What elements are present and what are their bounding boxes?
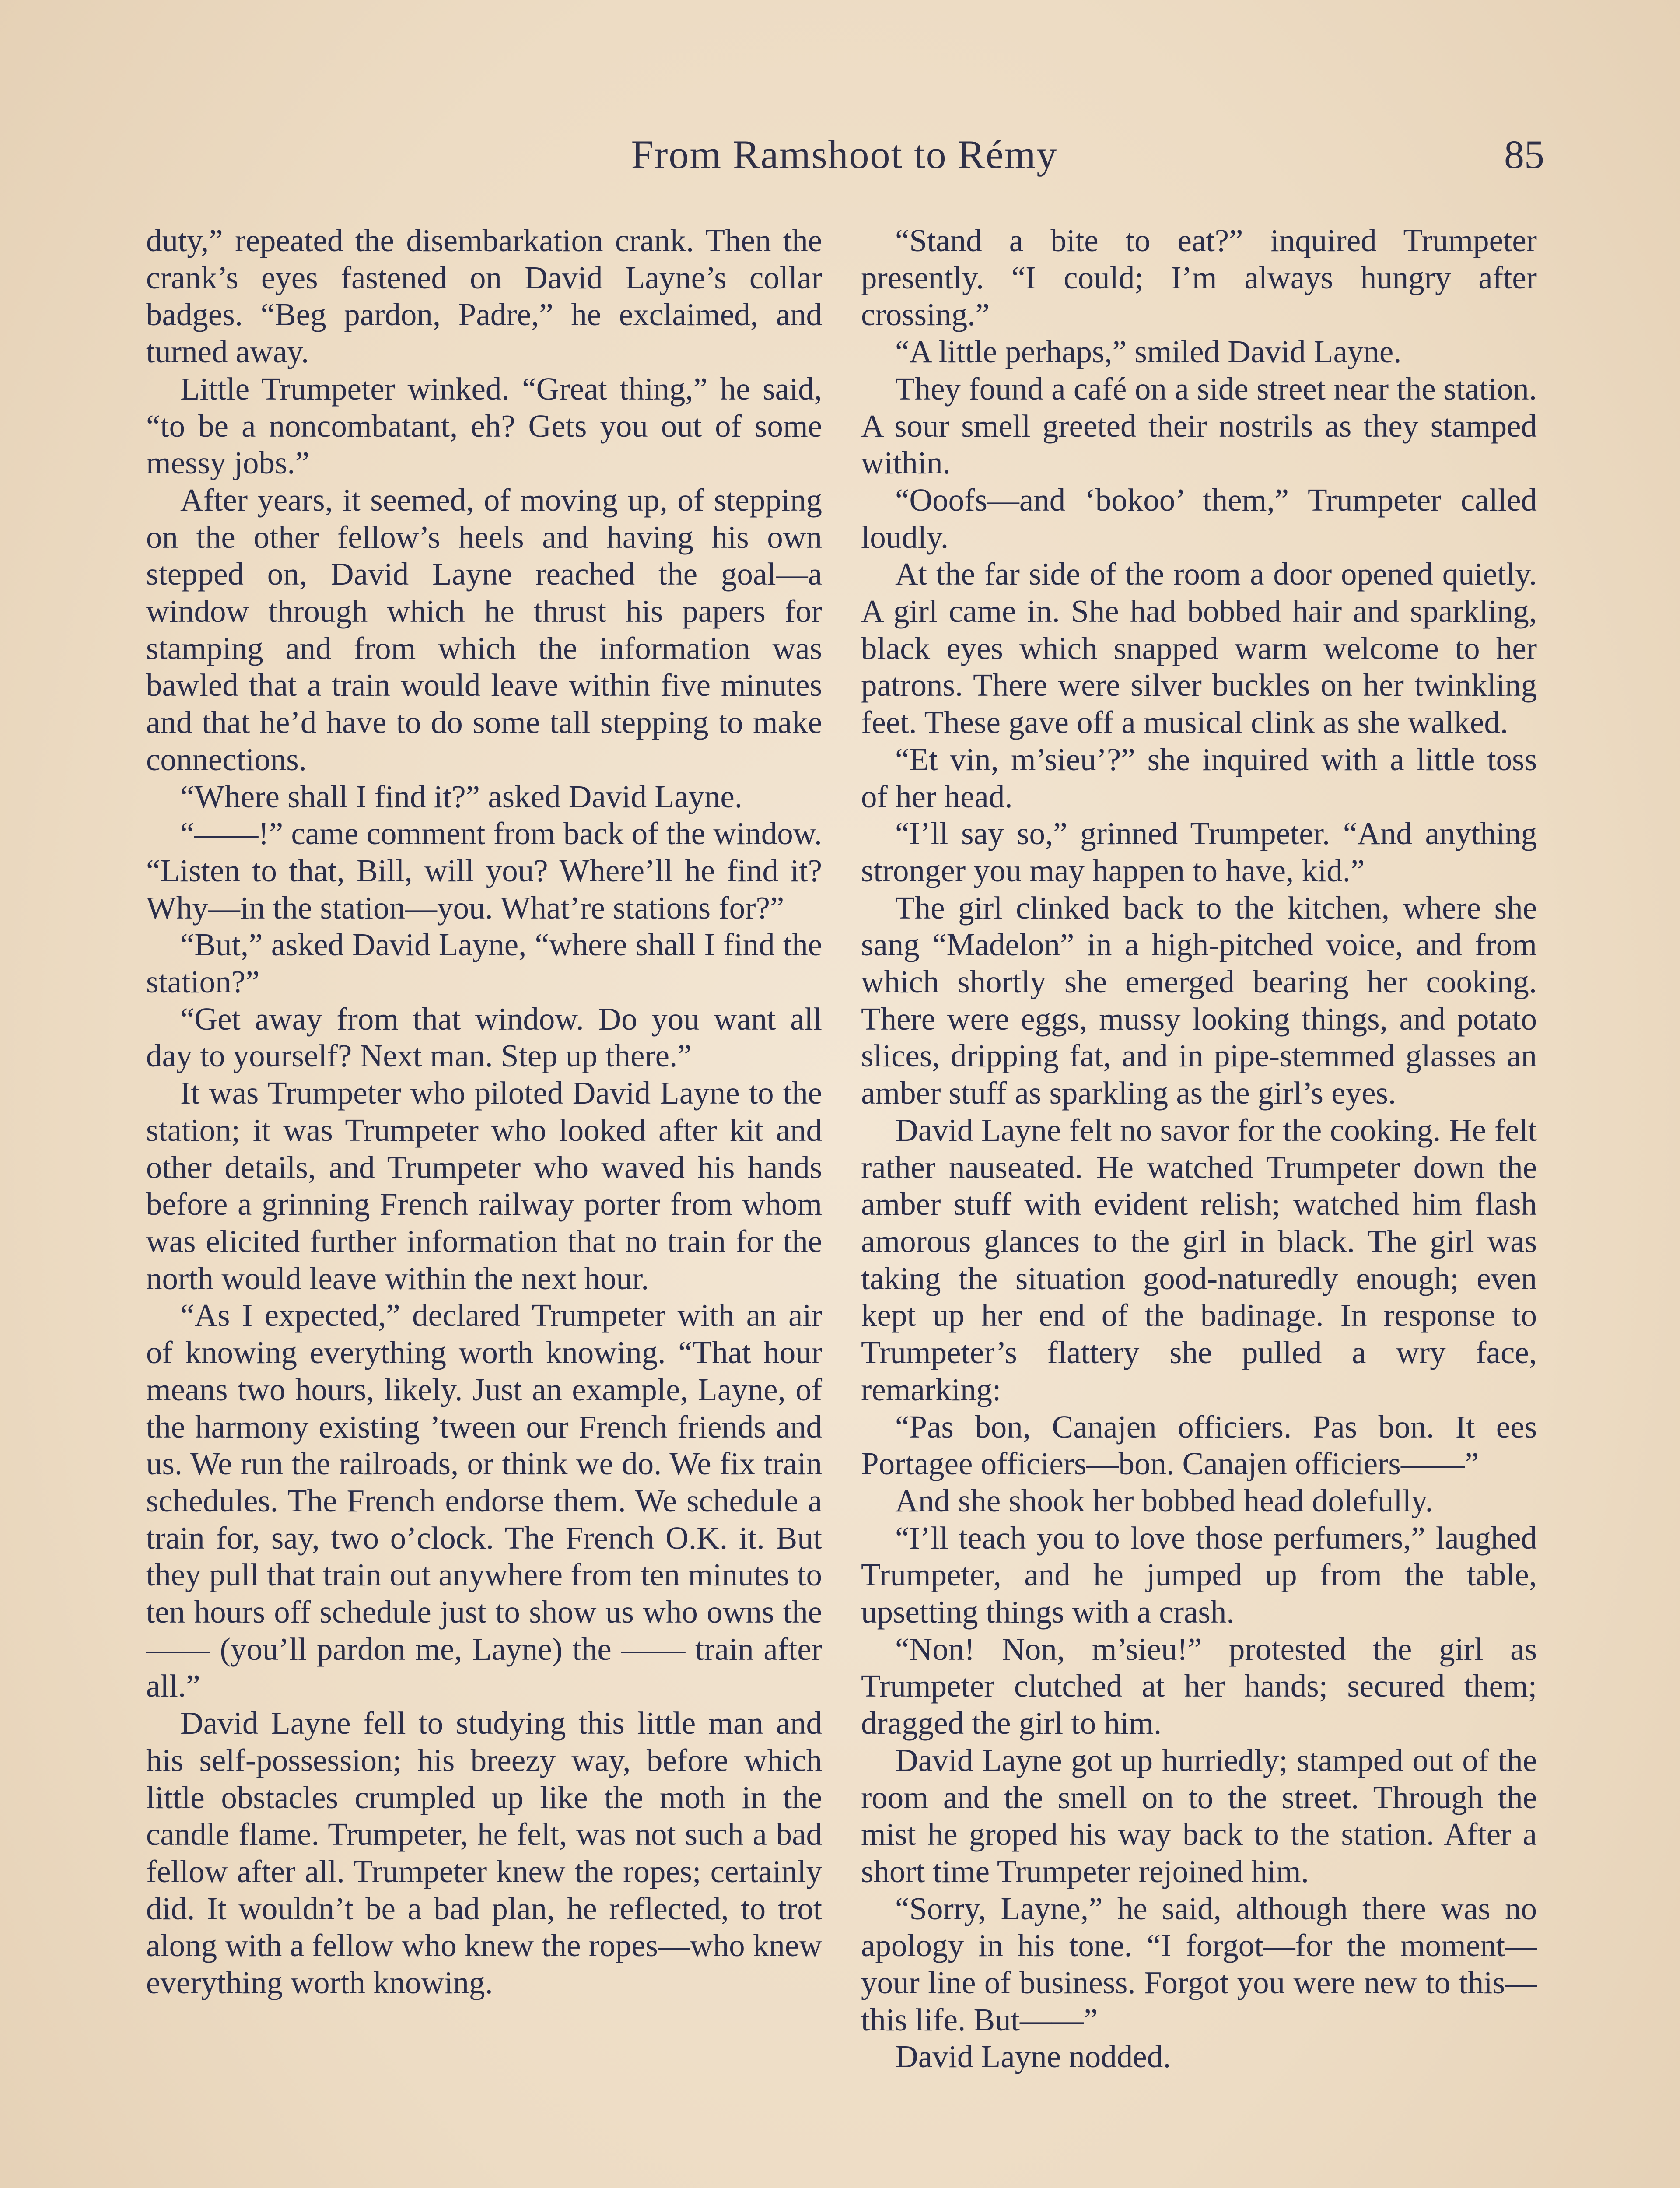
paragraph: “Non! Non, m’sieu!” protested the girl as Trumpeter clutched at her hands; secured them; dragged the girl to him. [861,1631,1537,1741]
paragraph: “Where shall I find it?” asked David Layne. [180,778,743,814]
paragraph: David Layne got up hurriedly; stamped out of the room and the smell on to the street. Through the mist he groped his way back to the station. After a short time Trumpeter rejoined him. [861,1742,1537,1889]
paragraph: The girl clinked back to the kitchen, where she sang “Madelon” in a high-pitched voice, and from which shortly she emerged bearing her cooking. There were eggs, mussy looking things, and potato slices, dripping fat, and in pipe-stemmed glasses an amber stuff as sparkling as the girl’s eyes. [861,890,1537,1111]
paragraph: “Sorry, Layne,” he said, although there was no apology in his tone. “I forgot—for the moment—your line of business. Forgot you were new to this—this life. But——” [861,1890,1537,2037]
paragraph: At the far side of the room a door opened quietly. A girl came in. She had bobbed hair and sparkling, black eyes which snapped warm welcome to her patrons. There were silver buckles on her twinkling feet. These gave off a musical clink as she walked. [861,556,1537,740]
paragraph: “I’ll say so,” grinned Trumpeter. “And anything stronger you may happen to have, kid.” [861,816,1537,888]
paragraph: It was Trumpeter who piloted David Layne to the station; it was Trumpeter who looked after kit and other details, and Trumpeter who waved his hands before a grinning French railway porter from whom was elicited further information that no train for the north would leave within the next hour. [146,1075,822,1296]
paragraph: David Layne fell to studying this little man and his self-possession; his breezy way, before which little obstacles crumpled up like the moth in the candle flame. Trumpeter, he felt, was not such a bad fellow after all. Trumpeter knew the ropes; certainly did. It wouldn’t be a bad plan, he reflected, to trot along with a fellow who knew the ropes—who knew everything worth knowing. [146,1705,822,2001]
paragraph: After years, it seemed, of moving up, of stepping on the other fellow’s heels and having his own stepped on, David Layne reached the goal—a window through which he thrust his papers for stamping and from which the information was bawled that a train would leave within five minutes and that he’d have to do some tall stepping to make connections. [146,482,822,777]
page-number: 85 [1504,132,1544,177]
paragraph: “Stand a bite to eat?” inquired Trumpeter presently. “I could; I’m always hungry after crossing.” [861,223,1537,333]
running-head [144,131,1544,193]
paragraph: “——!” came comment from back of the window. “Listen to that, Bill, will you? Where’ll he find it? Why—in the station—you. What’re stations for?” [146,816,822,926]
paragraph: They found a café on a side street near the station. A sour smell greeted their nostrils as they stamped within. [861,371,1537,481]
left-column [146,222,822,2002]
paragraph: And she shook her bobbed head dolefully. [895,1483,1433,1518]
paragraph: David Layne nodded. [895,2039,1171,2075]
paragraph: duty,” repeated the disembarkation crank. Then the crank’s eyes fastened on David Layne’s collar badges. “Beg pardon, Padre,” he exclaimed, and turned away. [146,223,822,370]
paragraph: “As I expected,” declared Trumpeter with an air of knowing everything worth knowing. “That hour means two hours, likely. Just an example, Layne, of the harmony existing ’tween our French friends and us. We run the railroads, or think we do. We fix train schedules. The French endorse them. We schedule a train for, say, two o’clock. The French O.K. it. But they pull that train out anywhere from ten minutes to ten hours off schedule just to show us who owns the —— (you’ll pardon me, Layne) the —— train after all.” [146,1297,822,1704]
paragraph: “Et vin, m’sieu’?” she inquired with a little toss of her head. [861,741,1537,814]
paragraph: “A little perhaps,” smiled David Layne. [895,334,1402,370]
paragraph: “Ooofs—and ‘bokoo’ them,” Trumpeter called loudly. [861,482,1537,555]
paragraph: Little Trumpeter winked. “Great thing,” he said, “to be a noncombatant, eh? Gets you out of some messy jobs.” [146,371,822,481]
paragraph: David Layne felt no savor for the cooking. He felt rather nauseated. He watched Trumpeter down the amber stuff with evident relish; watched him flash amorous glances to the girl in black. The girl was taking the situation good-naturedly enough; even kept up her end of the badinage. In response to Trumpeter’s flattery she pulled a wry face, remarking: [861,1112,1537,1407]
paragraph: “But,” asked David Layne, “where shall I find the station?” [146,927,822,1000]
paragraph: “Get away from that window. Do you want all day to yourself? Next man. Step up there.” [146,1001,822,1074]
paragraph: “Pas bon, Canajen officiers. Pas bon. It ees Portagee officiers—bon. Canajen officiers——” [861,1409,1537,1482]
running-title: From Ramshoot to Rémy [631,132,1058,177]
paragraph: “I’ll teach you to love those perfumers,” laughed Trumpeter, and he jumped up from the table, upsetting things with a crash. [861,1520,1537,1630]
right-column [861,222,1537,2076]
